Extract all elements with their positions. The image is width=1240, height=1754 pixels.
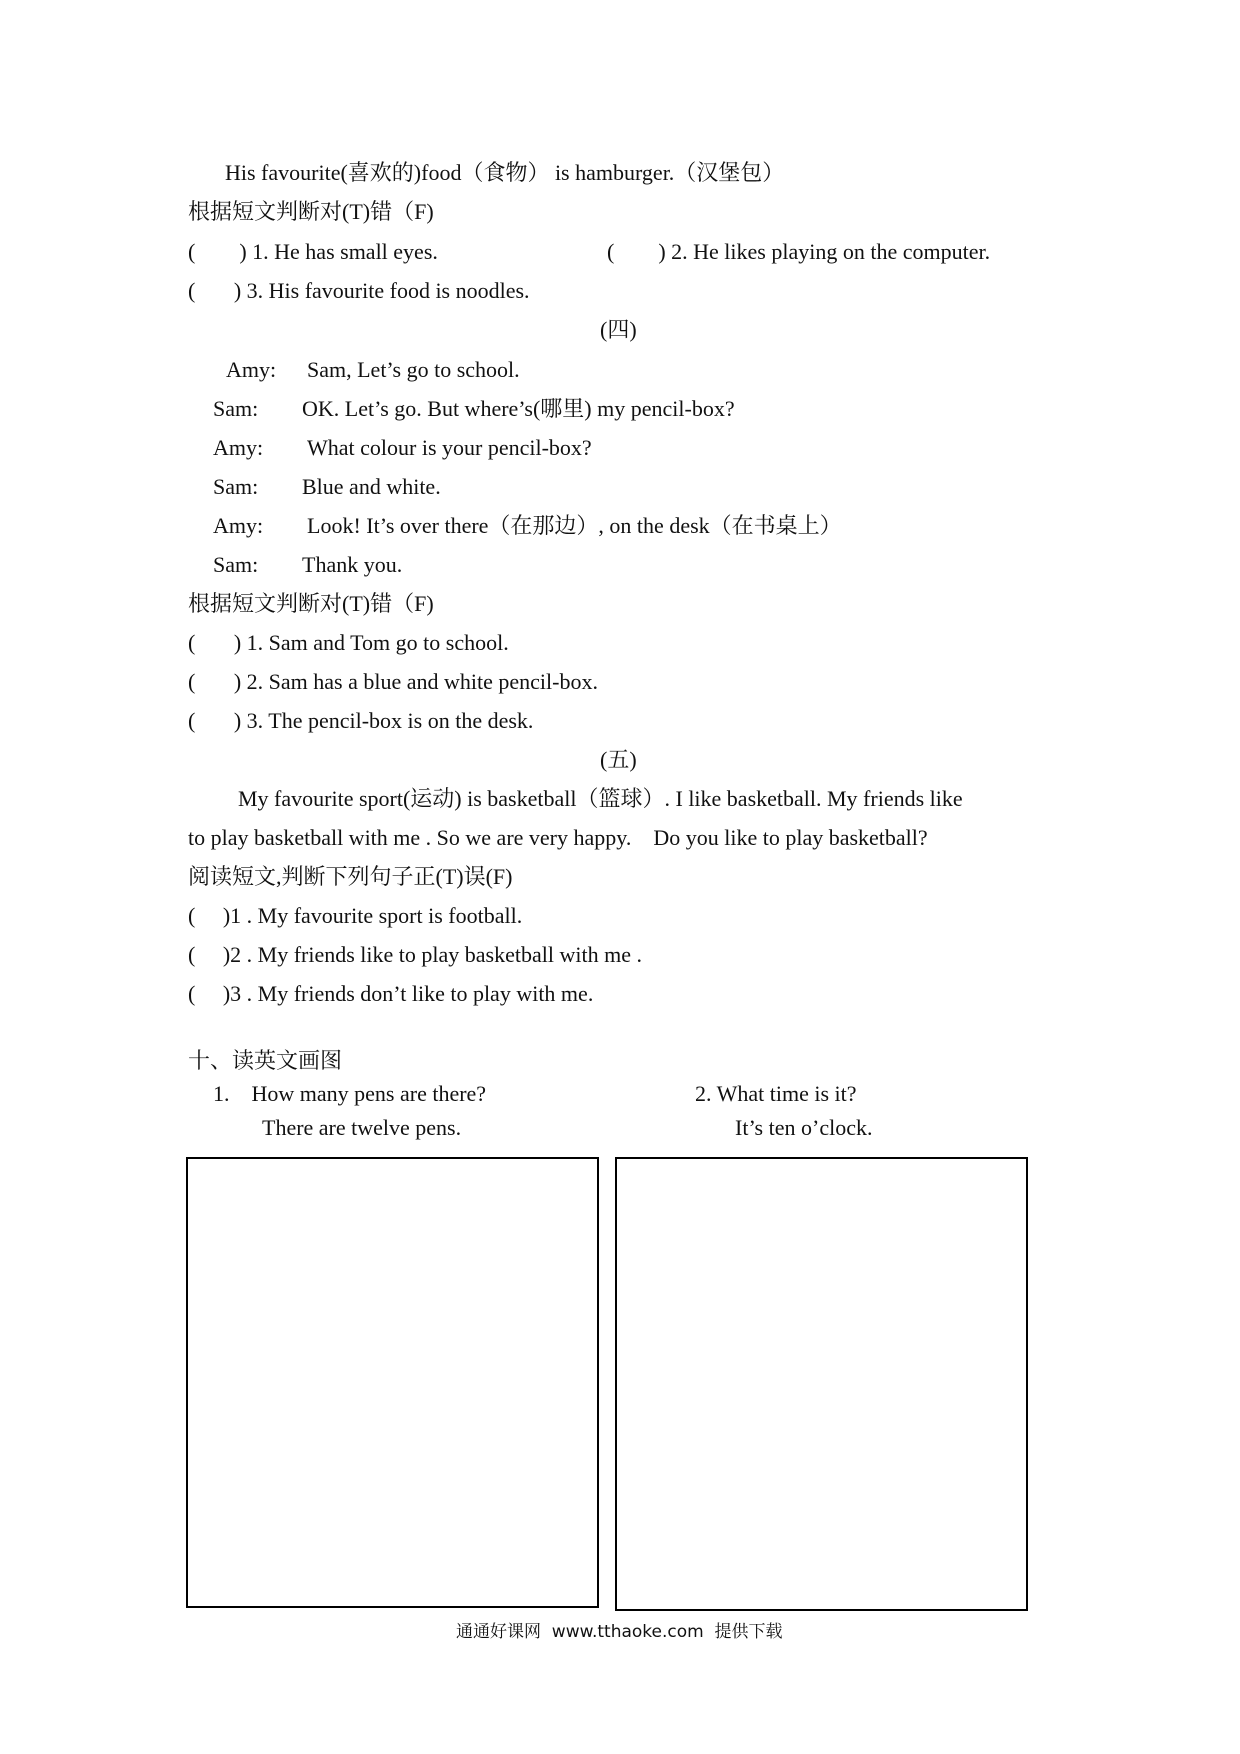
section-ten-title: 十、读英文画图 bbox=[188, 1048, 343, 1073]
dialogue-speaker: Sam: bbox=[213, 396, 259, 421]
dialogue-line: What colour is your pencil-box? bbox=[307, 435, 592, 460]
part-three-question-3: ( ) 3. His favourite food is noodles. bbox=[188, 278, 530, 303]
drawing-box-2[interactable] bbox=[615, 1157, 1028, 1611]
dialogue-line: Thank you. bbox=[302, 552, 403, 577]
part-five-question-3: ( )3 . My friends don’t like to play with me. bbox=[188, 981, 594, 1006]
passage-three-end: His favourite(喜欢的)food（食物） is hamburger.（汉堡包） bbox=[225, 160, 785, 185]
dialogue-line: Look! It’s over there（在那边）, on the desk（在书桌上） bbox=[307, 513, 842, 538]
passage-five-line-2: to play basketball with me . So we are very happy. Do you like to play basketball? bbox=[188, 825, 928, 850]
dialogue-speaker: Sam: bbox=[213, 552, 259, 577]
part-five-question-2: ( )2 . My friends like to play basketball with me . bbox=[188, 942, 642, 967]
dialogue-speaker: Amy: bbox=[213, 435, 264, 460]
dialogue-speaker: Sam: bbox=[213, 474, 259, 499]
drawing-item-1-answer: There are twelve pens. bbox=[262, 1115, 462, 1140]
drawing-item-1-question: 1. How many pens are there? bbox=[213, 1081, 487, 1106]
part-four-instruction: 根据短文判断对(T)错（F) bbox=[188, 591, 434, 616]
dialogue-speaker: Amy: bbox=[213, 513, 264, 538]
part-four-question-2: ( ) 2. Sam has a blue and white pencil-box. bbox=[188, 669, 598, 694]
passage-five-line-1: My favourite sport(运动) is basketball（篮球）. I like basketball. My friends like bbox=[238, 786, 963, 811]
drawing-item-2-answer: It’s ten o’clock. bbox=[735, 1115, 873, 1140]
part-three-question-1: ( ) 1. He has small eyes. bbox=[188, 239, 438, 264]
part-three-instruction: 根据短文判断对(T)错（F) bbox=[188, 199, 434, 224]
dialogue-speaker: Amy: bbox=[226, 357, 277, 382]
part-five-question-1: ( )1 . My favourite sport is football. bbox=[188, 903, 523, 928]
part-three-question-2: ( ) 2. He likes playing on the computer. bbox=[607, 239, 991, 264]
part-five-heading: (五) bbox=[600, 747, 637, 772]
dialogue-line: Blue and white. bbox=[302, 474, 441, 499]
part-four-question-3: ( ) 3. The pencil-box is on the desk. bbox=[188, 708, 534, 733]
footer-source: 通通好课网 www.tthaoke.com 提供下载 bbox=[456, 1622, 783, 1642]
part-five-instruction: 阅读短文,判断下列句子正(T)误(F) bbox=[188, 864, 513, 889]
dialogue-line: Sam, Let’s go to school. bbox=[307, 357, 520, 382]
drawing-box-1[interactable] bbox=[186, 1157, 599, 1608]
part-four-heading: (四) bbox=[600, 317, 637, 342]
part-four-question-1: ( ) 1. Sam and Tom go to school. bbox=[188, 630, 509, 655]
dialogue-line: OK. Let’s go. But where’s(哪里) my pencil-box? bbox=[302, 396, 735, 421]
drawing-item-2-question: 2. What time is it? bbox=[695, 1081, 857, 1106]
